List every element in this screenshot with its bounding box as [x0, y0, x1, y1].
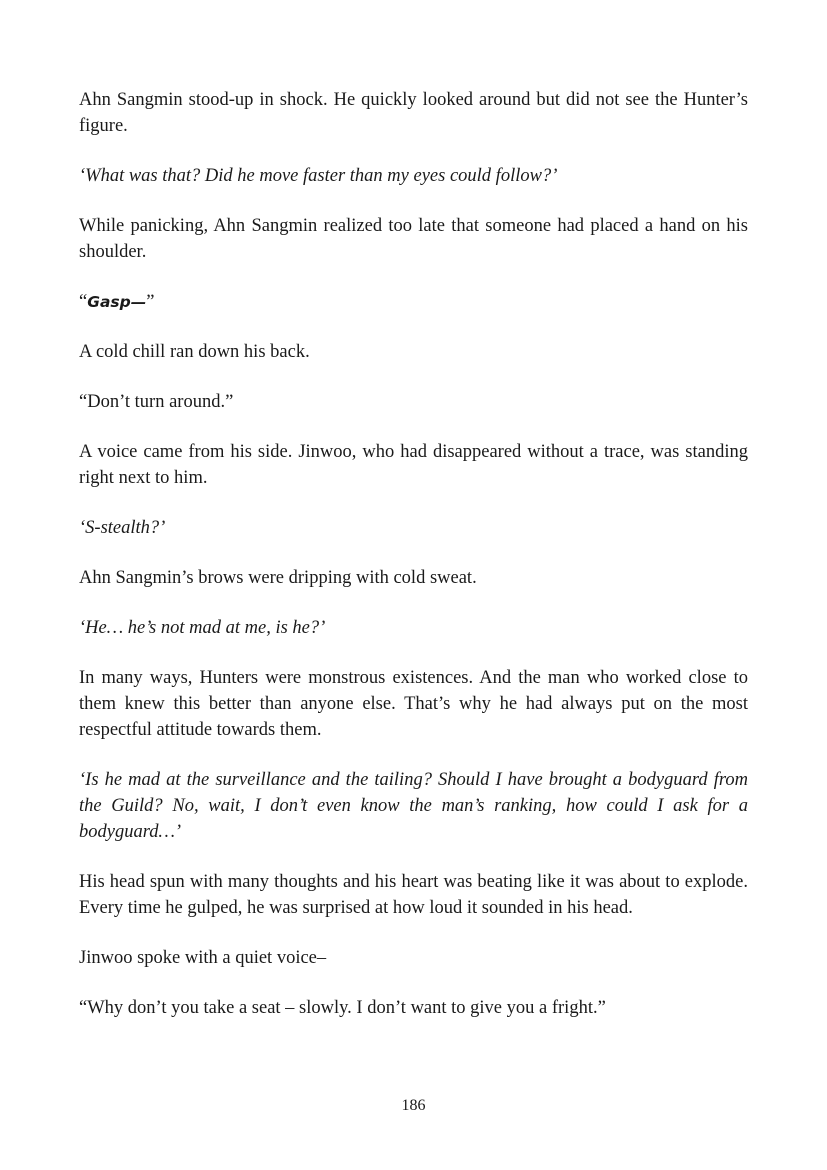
page-body — [79, 87, 748, 1021]
dialogue-paragraph: “Why don’t you take a seat – slowly. I don’t want to give you a fright.” — [79, 998, 606, 1018]
paragraph: His head spun with many thoughts and his heart was beating like it was about to explode. Every time he gulped, he was surprised at how loud it sounded in his head. — [79, 872, 748, 918]
dialogue-paragraph: “Don’t turn around.” — [79, 392, 234, 412]
thought-paragraph: ‘He… he’s not mad at me, is he?’ — [79, 618, 326, 638]
paragraph: Ahn Sangmin’s brows were dripping with cold sweat. — [79, 568, 477, 588]
gasp-sound: Gasp— — [87, 293, 147, 311]
thought-paragraph: ‘What was that? Did he move faster than my eyes could follow?’ — [79, 166, 558, 186]
paragraph: In many ways, Hunters were monstrous existences. And the man who worked close to them knew this better than anyone else. That’s why he had always put on the most respectful attitude towards them. — [79, 668, 748, 740]
paragraph: While panicking, Ahn Sangmin realized too late that someone had placed a hand on his shoulder. — [79, 216, 748, 262]
paragraph: A cold chill ran down his back. — [79, 342, 310, 362]
thought-paragraph: ‘S-stealth?’ — [79, 518, 166, 538]
gasp-paragraph — [79, 289, 748, 315]
open-quote: “ — [79, 292, 88, 312]
page-number: 186 — [401, 1097, 426, 1114]
thought-paragraph: ‘Is he mad at the surveillance and the tailing? Should I have brought a bodyguard from the Guild? No, wait, I don’t even know the man’s ranking, how could I ask for a bodyguard…’ — [79, 770, 748, 842]
paragraph: Jinwoo spoke with a quiet voice– — [79, 948, 327, 968]
close-quote: ” — [146, 292, 155, 312]
paragraph: A voice came from his side. Jinwoo, who had disappeared without a trace, was standing right next to him. — [79, 442, 748, 488]
paragraph: Ahn Sangmin stood-up in shock. He quickly looked around but did not see the Hunter’s figure. — [79, 90, 748, 136]
